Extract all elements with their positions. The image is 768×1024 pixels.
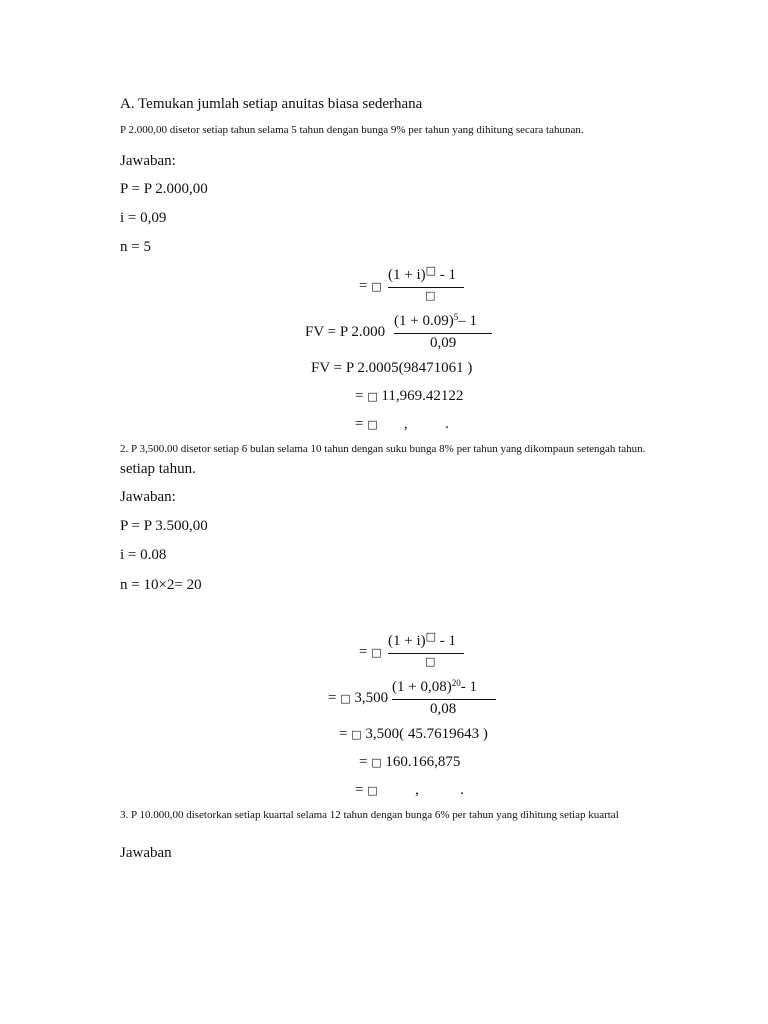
p2-step1-denominator: 0,08: [430, 701, 457, 717]
p2-step3: = □ 160.166,875: [359, 754, 461, 770]
section-a-heading: A. Temukan jumlah setiap anuitas biasa sederhana: [120, 96, 423, 112]
missing-glyph-icon: □: [371, 756, 382, 769]
problem-3-answer-label: Jawaban: [120, 845, 172, 861]
missing-glyph-icon: □: [351, 728, 362, 741]
p2-step1-lhs: = □ 3,500: [328, 690, 389, 706]
missing-glyph-icon: □: [340, 692, 351, 705]
p1-step1-numerator: $(1 + 0.09)^5-$ 1: [394, 312, 477, 329]
problem-1-answer-label: Jawaban:: [120, 153, 176, 169]
problem-1-given-p: P = P 2.000,00: [120, 181, 208, 197]
p2-formula-denominator: □: [425, 655, 436, 668]
problem-2-given-n: n = 10×2= 20: [120, 577, 202, 593]
p1-step2: FV = P 2.0005(98471061 ): [311, 360, 473, 376]
p2-formula-fraction-bar: [388, 653, 464, 654]
problem-1-given-n: n = 5: [120, 239, 151, 255]
p1-formula-denominator: □: [425, 289, 436, 302]
p1-formula-lhs: = □: [359, 278, 382, 294]
p1-formula-fraction-bar: [388, 287, 464, 288]
missing-glyph-icon: □: [371, 646, 382, 659]
p2-formula-numerator: (1 + i)□ - 1: [388, 630, 457, 649]
p1-step1-fraction-bar: [394, 333, 492, 334]
p2-step4: = □ , .: [355, 782, 464, 798]
problem-2-continuation: setiap tahun.: [120, 461, 196, 477]
p1-step1-lhs: FV = P 2.000: [305, 324, 386, 340]
p1-step3: = □ 11,969.42122: [355, 388, 464, 404]
problem-2-answer-label: Jawaban:: [120, 489, 176, 505]
problem-1-statement: P 2.000,00 disetor setiap tahun selama 5 tahun dengan bunga 9% per tahun yang dihitung secara tahunan.: [120, 124, 584, 136]
p2-step2: = □ 3,500( 45.7619643 ): [339, 726, 488, 742]
p2-step1-fraction-bar: [392, 699, 496, 700]
missing-glyph-icon: □: [367, 390, 378, 403]
problem-2-given-p: P = P 3.500,00: [120, 518, 208, 534]
missing-glyph-icon: □: [371, 280, 382, 293]
p1-formula-numerator: (1 + i)□ - 1: [388, 264, 457, 283]
missing-glyph-icon: □: [367, 418, 378, 431]
problem-2-statement: 2. P 3,500.00 disetor setiap 6 bulan selama 10 tahun dengan suku bunga 8% per tahun yang dikompaun setengah tahun.: [120, 443, 646, 455]
missing-glyph-icon: □: [367, 784, 378, 797]
p2-step1-numerator: $(1 + 0,08)^{20}-$ 1: [392, 678, 477, 695]
problem-2-given-i: i = 0.08: [120, 547, 167, 563]
p1-step1-denominator: 0,09: [430, 335, 457, 351]
problem-3-statement: 3. P 10.000,00 disetorkan setiap kuartal selama 12 tahun dengan bunga 6% per tahun yang dihitung setiap kuartal: [120, 809, 619, 821]
p2-formula-lhs: = □: [359, 644, 382, 660]
problem-1-given-i: i = 0,09: [120, 210, 167, 226]
missing-glyph-icon: □: [425, 264, 437, 277]
p1-step4: = □ , .: [355, 416, 449, 432]
missing-glyph-icon: □: [425, 630, 437, 643]
